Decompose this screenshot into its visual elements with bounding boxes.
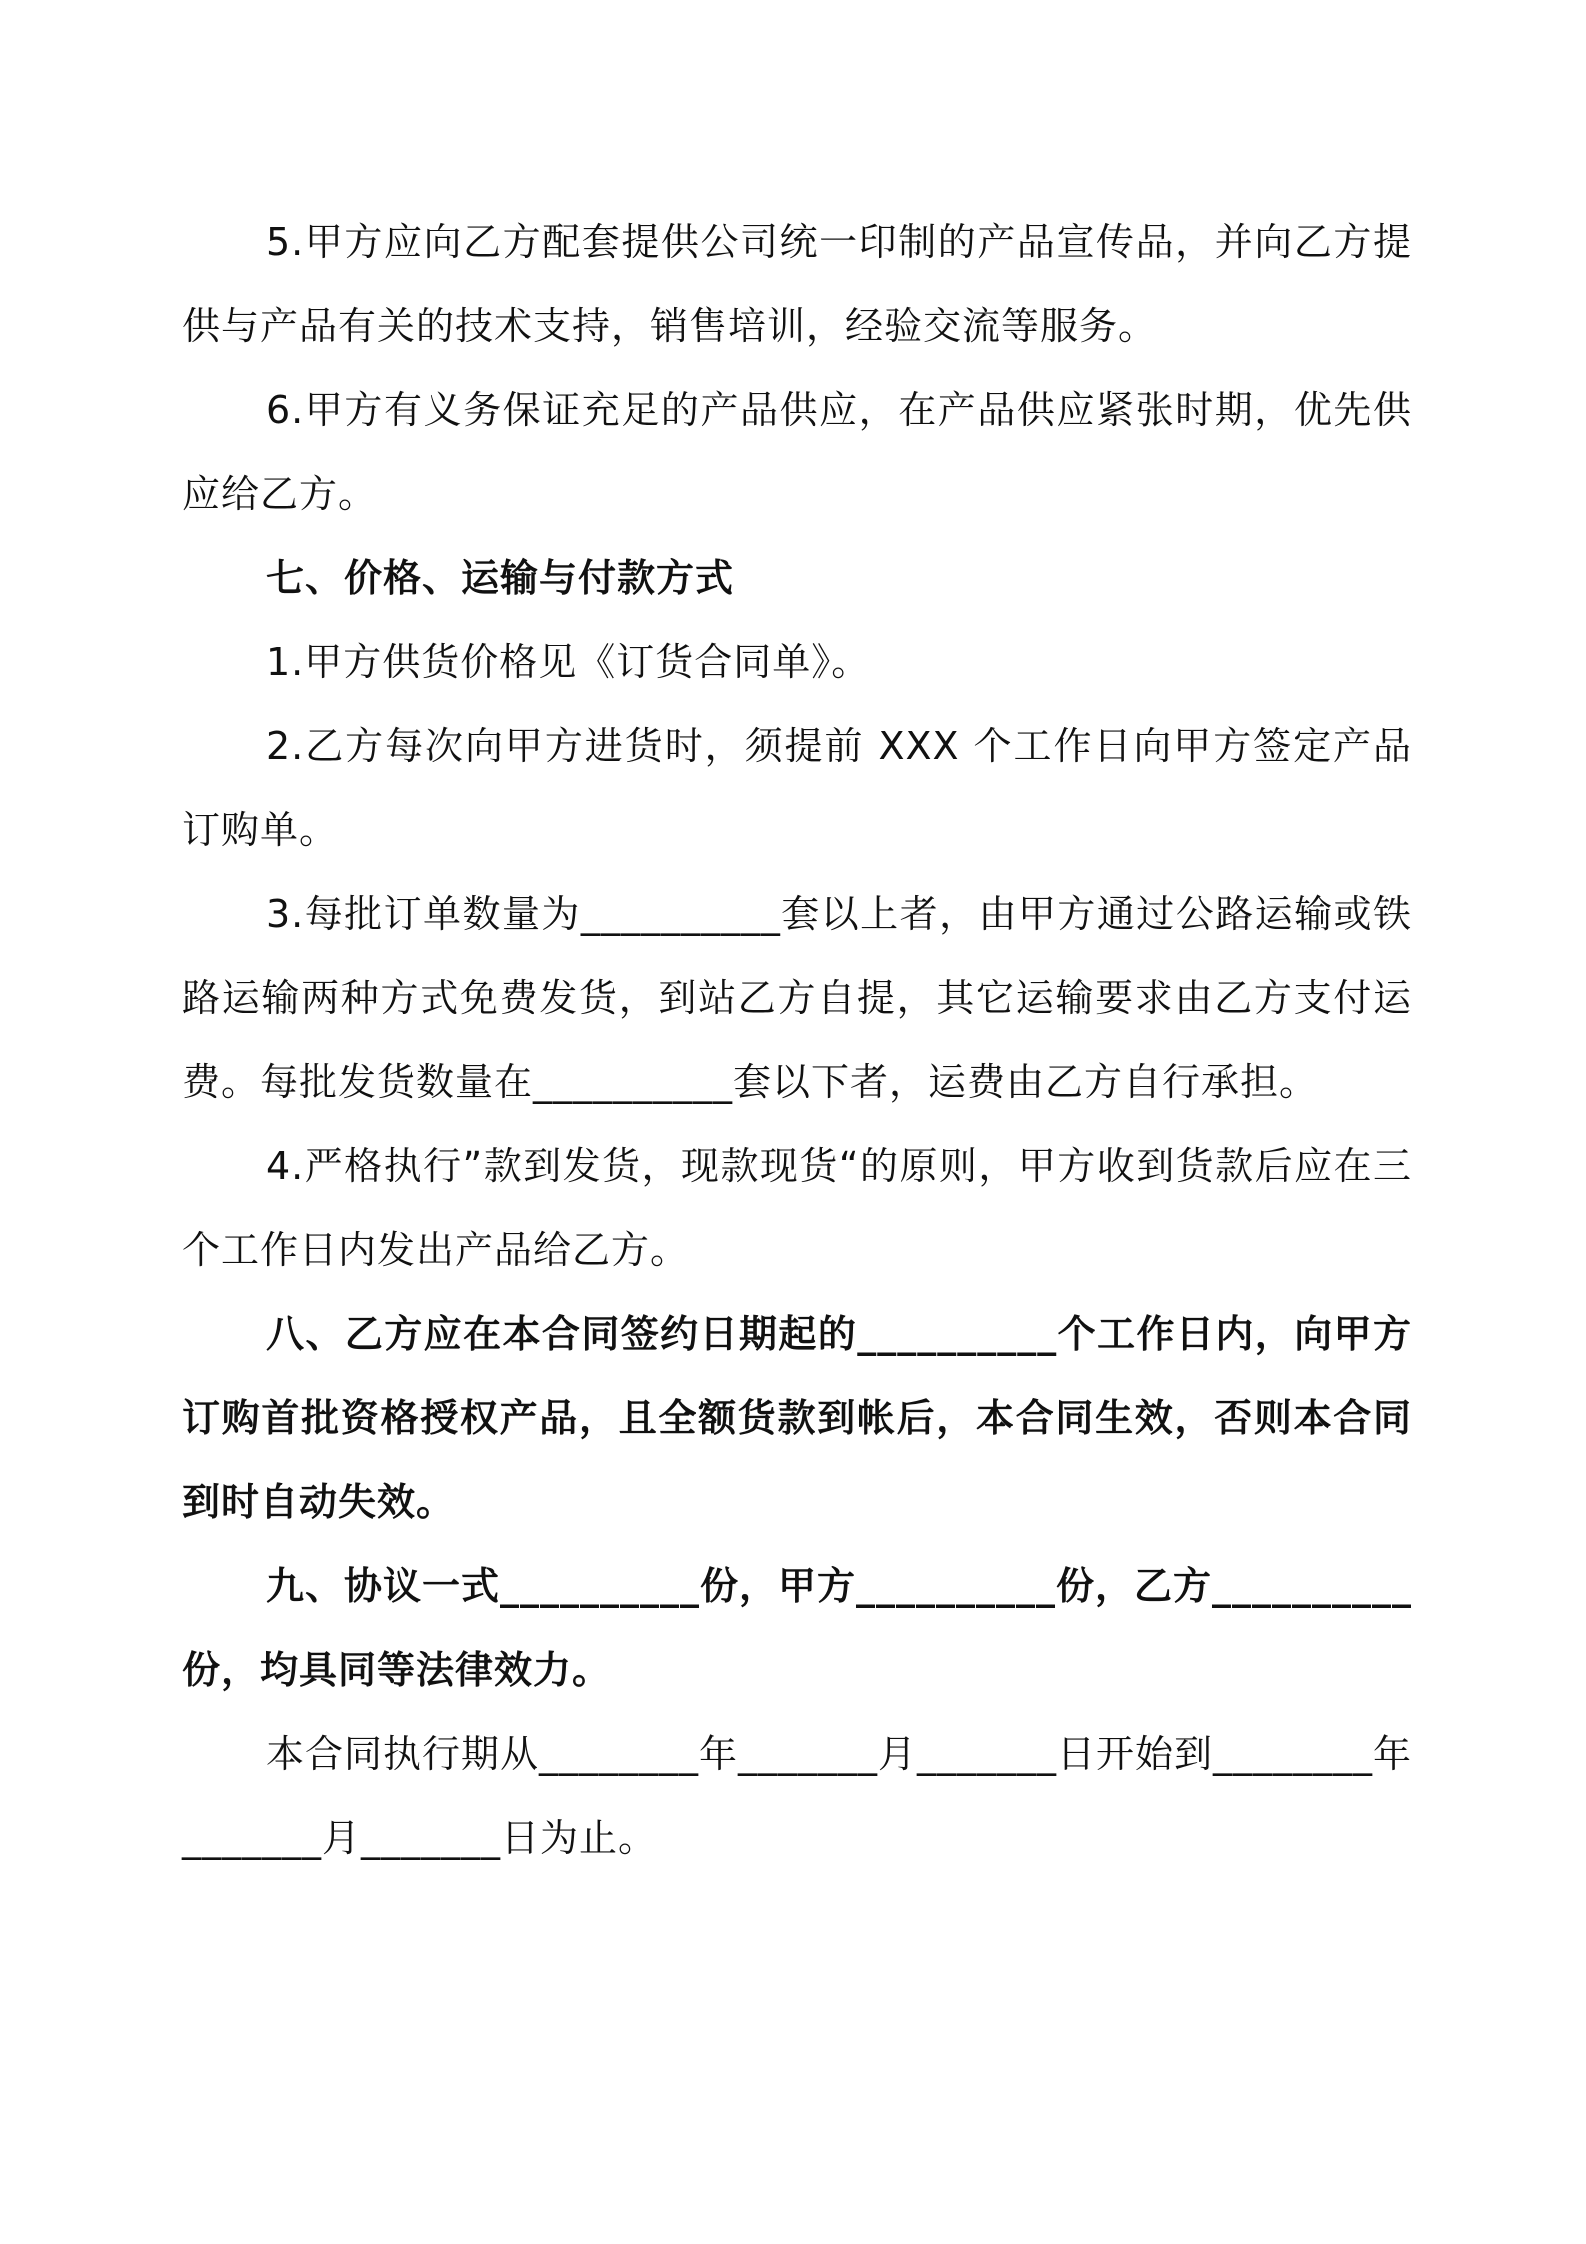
contract-body [182,200,1412,1880]
clause-7-3: 3.每批订单数量为__________套以上者，由甲方通过公路运输或铁路运输两种方式免费发货，到站乙方自提，其它运输要求由乙方支付运费。每批发货数量在__________套以下者，运费由乙方自行承担。 [182,892,1412,1104]
section-9-copies: 九、协议一式__________份，甲方__________份，乙方__________份，均具同等法律效力。 [182,1564,1413,1692]
contract-term-period: 本合同执行期从________年_______月_______日开始到________年_______月_______日为止。 [182,1732,1413,1860]
clause-7-1: 1.甲方供货价格见《订货合同单》。 [266,640,871,684]
section-8-effectiveness: 八、乙方应在本合同签约日期起的__________个工作日内，向甲方订购首批资格授权产品，且全额货款到帐后，本合同生效，否则本合同到时自动失效。 [182,1312,1412,1524]
clause-7-2: 2.乙方每次向甲方进货时，须提前 XXX 个工作日向甲方签定产品订购单。 [182,724,1412,852]
clause-6: 6.甲方有义务保证充足的产品供应，在产品供应紧张时期，优先供应给乙方。 [182,388,1412,516]
clause-7-4: 4.严格执行”款到发货，现款现货“的原则，甲方收到货款后应在三个工作日内发出产品给乙方。 [182,1144,1412,1272]
clause-5: 5.甲方应向乙方配套提供公司统一印制的产品宣传品，并向乙方提供与产品有关的技术支持，销售培训，经验交流等服务。 [182,220,1412,348]
section-heading-price-transport-payment: 七、价格、运输与付款方式 [266,556,735,600]
